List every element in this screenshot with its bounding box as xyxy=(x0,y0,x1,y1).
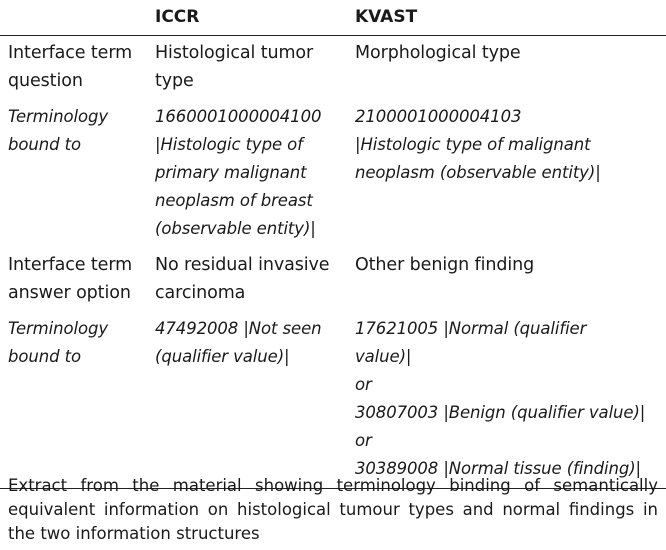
row-label-cell xyxy=(0,248,147,312)
cell-text-line: type xyxy=(155,71,194,91)
cell-text-line: 1660001000004100 xyxy=(155,107,322,126)
cell-text-line: |Histologic type of malignant xyxy=(355,135,591,154)
header-kvast: KVAST xyxy=(347,0,666,36)
cell-text-line: or xyxy=(355,431,372,450)
kvast-cell xyxy=(347,248,666,312)
header-iccr: ICCR xyxy=(147,0,347,36)
cell-text-line: Interface term xyxy=(8,43,133,63)
cell-text-line: 30807003 |Benign (qualifier value)| xyxy=(355,403,646,422)
table-row xyxy=(0,100,666,248)
row-label-cell xyxy=(0,312,147,489)
cell-text-line: carcinoma xyxy=(155,283,246,303)
cell-text-line: answer option xyxy=(8,283,131,303)
row-label-cell xyxy=(0,36,147,101)
table-body xyxy=(0,36,666,489)
cell-text-line: Other benign finding xyxy=(355,255,535,275)
table-row xyxy=(0,36,666,101)
cell-text-line: or xyxy=(355,375,372,394)
cell-text-line: primary malignant xyxy=(155,163,307,182)
row-label-cell xyxy=(0,100,147,248)
cell-text-line: 2100001000004103 xyxy=(355,107,522,126)
cell-text-line: Terminology xyxy=(8,107,109,126)
cell-text-line: neoplasm of breast xyxy=(155,191,313,210)
cell-text-line: 47492008 |Not seen xyxy=(155,319,322,338)
cell-text-line: bound to xyxy=(8,135,81,154)
table-row xyxy=(0,312,666,489)
cell-text-line: (qualifier value)| xyxy=(155,347,290,366)
cell-text-line: Interface term xyxy=(8,255,133,275)
cell-text-line: |Histologic type of xyxy=(155,135,303,154)
kvast-cell xyxy=(347,36,666,101)
header-row xyxy=(0,0,666,36)
iccr-cell xyxy=(147,100,347,248)
cell-text-line: 17621005 |Normal (qualifier xyxy=(355,319,587,338)
cell-text-line: No residual invasive xyxy=(155,255,330,275)
cell-text-line: bound to xyxy=(8,347,81,366)
iccr-cell xyxy=(147,36,347,101)
cell-text-line: (observable entity)| xyxy=(155,219,316,238)
cell-text-line: Terminology xyxy=(8,319,109,338)
table-caption: Extract from the material showing terminology binding of semantically equivalent information on histological tumour types and normal findings in the two information structures xyxy=(8,476,658,543)
cell-text-line: Morphological type xyxy=(355,43,521,63)
iccr-cell xyxy=(147,312,347,489)
kvast-cell xyxy=(347,312,666,489)
cell-text-line: neoplasm (observable entity)| xyxy=(355,163,601,182)
cell-text-line: 30389008 |Normal tissue (finding)| xyxy=(355,459,641,478)
cell-text-line: value)| xyxy=(355,347,412,366)
header-empty xyxy=(0,0,147,36)
kvast-cell xyxy=(347,100,666,248)
cell-text-line: Histological tumor xyxy=(155,43,314,63)
table-row xyxy=(0,248,666,312)
iccr-cell xyxy=(147,248,347,312)
cell-text-line: question xyxy=(8,71,83,91)
